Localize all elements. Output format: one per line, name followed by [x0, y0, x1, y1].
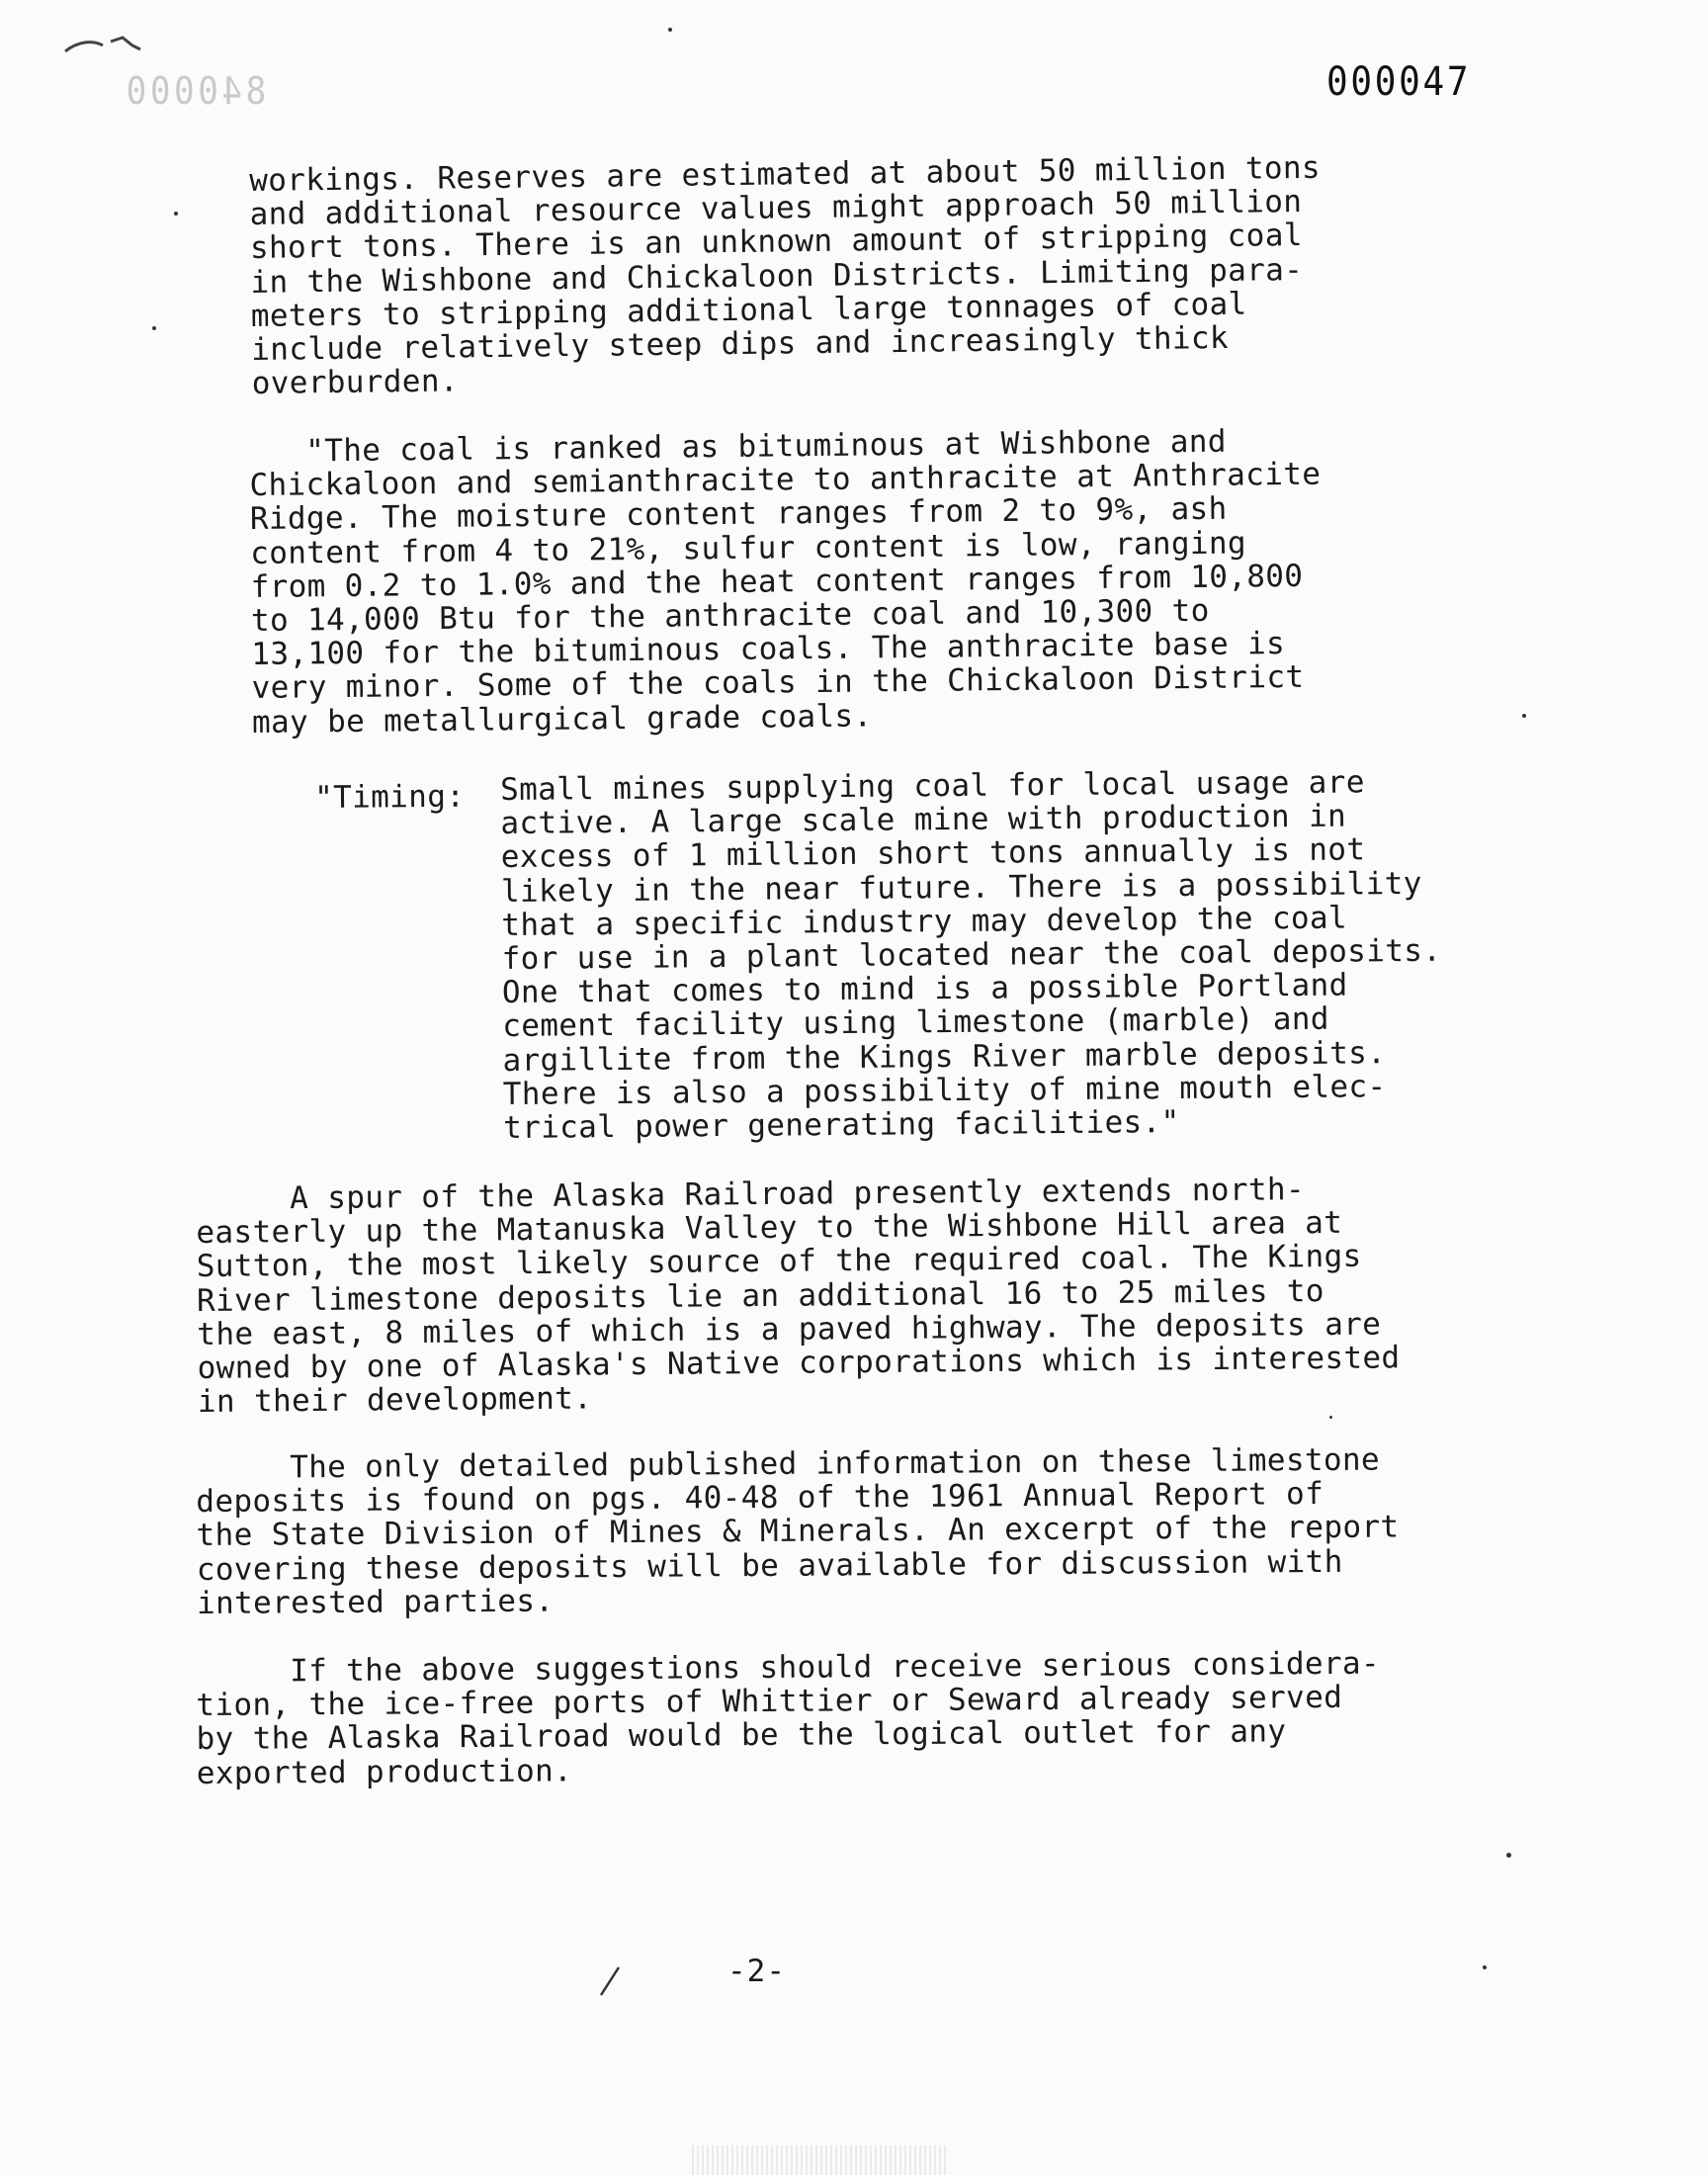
scan-speck [1522, 714, 1526, 718]
paragraph-reserves: workings. Reserves are estimated at about 50 million tons and additional resource values might approach 50 million short tons. There is an unknown amount of stripping coal in the Wishbone and Chickaloon Districts. Limiting para- meters to stripping additional large tonnages of coal include relatively steep dips and increasingly thick overburden. [248, 149, 1322, 402]
paragraph-railroad: A spur of the Alaska Railroad presently extends north- easterly up the Matanuska Valley to the Wishbone Hill area at Sutton, the most likely source of the required coal. The Kings River limestone deposits lie an additional 16 to 25 miles to the east, 8 miles of which is a paved highway. The deposits are owned by one of Alaska's Native corporations which is interested in their development. [195, 1172, 1401, 1421]
page-number: -2- [727, 1954, 786, 1989]
paragraph-coal-rank: "The coal is ranked as bituminous at Wishbone and Chickaloon and semianthracite to anthracite at Anthracite Ridge. The moisture content ranges from 2 to 9%, ash content from 4 to 21%, sulfur content is low, ranging from 0.2 to 1.0% and the heat content ranges from 10,800 to 14,000 Btu for the anthracite coal and 10,300 to 13,100 for the bituminous coals. The anthracite base is very minor. Some of the coals in the Chickaloon District may be metallurgical grade coals. [248, 423, 1322, 740]
scan-smudge-mark [63, 32, 152, 57]
paragraph-timing: Small mines supplying coal for local usage are active. A large scale mine with production in excess of 1 million short tons annually is not likely in the near future. There is a possibility that a specific industry may develop the coal for use in a plant located near the coal deposits. One that comes to mind is a possible Portland cement facility using limestone (marble) and argillite from the Kings River marble deposits. There is also a possibility of mine mouth elec- trical power generating facilities." [499, 764, 1442, 1147]
scan-speck [668, 28, 672, 32]
scan-speck [1506, 1853, 1511, 1858]
scan-edge-artifact [692, 2145, 949, 2175]
timing-label: "Timing: [313, 778, 466, 816]
paragraph-limestone-info: The only detailed published information on these limestone deposits is found on pgs. 40-48 of the 1961 Annual Report of the State Division of Mines & Minerals. An excerpt of the report covering these deposits will be available for discussion with interested parties. [195, 1441, 1400, 1621]
pen-stroke-mark [597, 1963, 625, 1997]
document-number-stamp: 000047 [1326, 59, 1472, 105]
scan-speck [1329, 1416, 1332, 1419]
scan-speck [152, 326, 156, 330]
paragraph-ports: If the above suggestions should receive serious considera- tion, the ice-free ports of Whittier or Seward already served by the Alaska Railroad would be the logical outlet for any exported production. [195, 1645, 1381, 1791]
scan-speck [1483, 1965, 1487, 1969]
faint-document-number: 840000 [123, 69, 267, 113]
scan-speck [174, 212, 178, 216]
